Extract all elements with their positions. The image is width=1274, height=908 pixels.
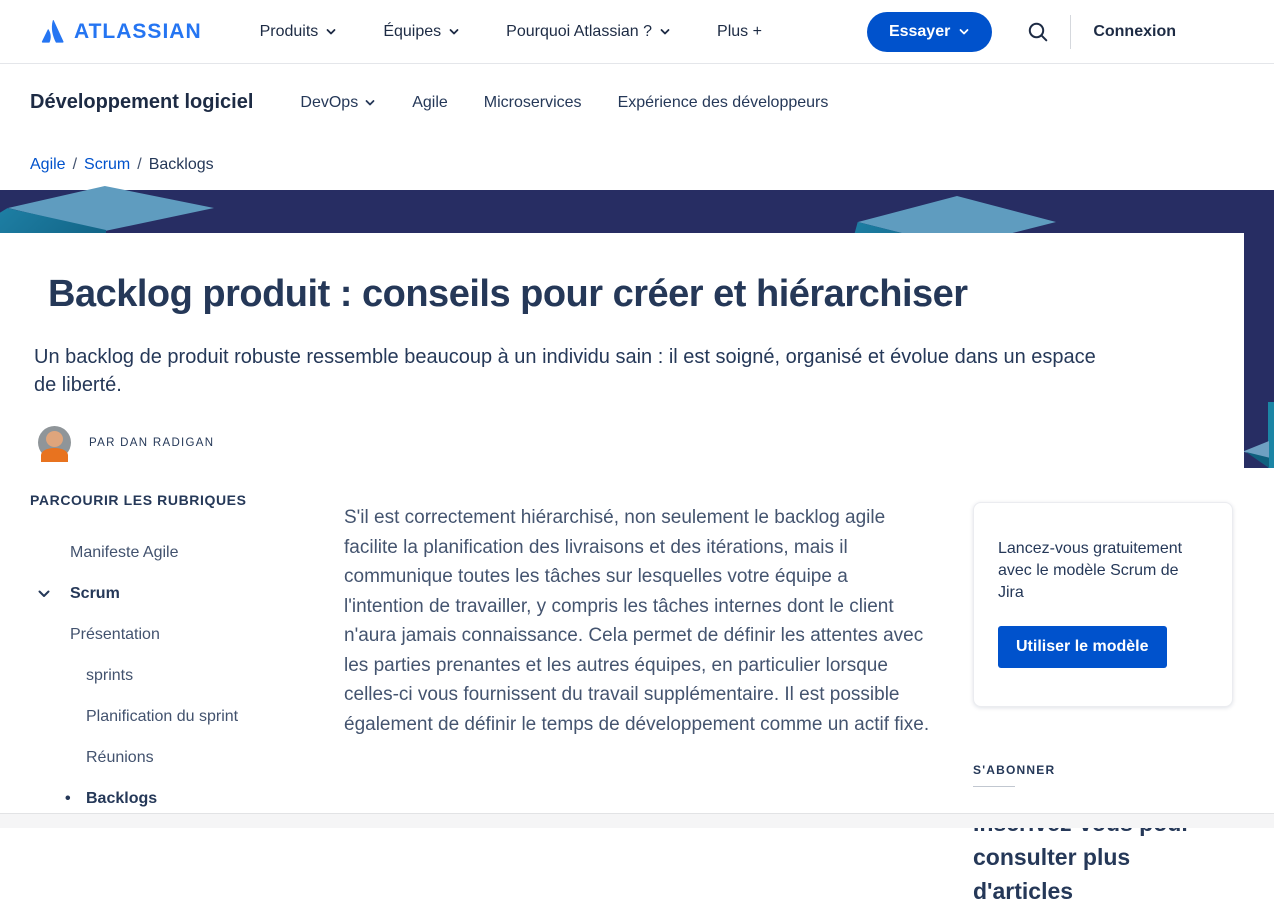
login-link[interactable]: Connexion (1093, 22, 1176, 40)
subnav-item-microservices[interactable]: Microservices (483, 93, 582, 111)
page-subtitle: Un backlog de produit robuste ressemble beaucoup à un individu sain : il est soigné, organisé et évolue dans un espace de liberté. (34, 346, 1096, 396)
article-body (344, 492, 930, 739)
subnav-item-agile[interactable]: Agile (412, 93, 448, 111)
template-card-text: Lancez-vous gratuitement avec le modèle Scrum de Jira (998, 540, 1183, 601)
sidebar-item-planification-du-sprint[interactable]: Planification du sprint (86, 708, 239, 725)
use-template-button[interactable]: Utiliser le modèle (998, 626, 1167, 668)
breadcrumb-separator: / (137, 156, 142, 173)
section-nav-links (300, 94, 828, 112)
breadcrumb-link-scrum[interactable]: Scrum (84, 156, 131, 173)
chevron-down-icon (364, 97, 376, 109)
chevron-down-icon (958, 26, 970, 38)
breadcrumb-link-agile[interactable]: Agile (30, 156, 66, 173)
active-bullet-icon: • (65, 790, 71, 807)
subscribe-heading: consulter plus d'articles (973, 844, 1131, 904)
jira-template-card (973, 502, 1233, 707)
author-avatar (38, 426, 71, 459)
top-nav-actions (867, 12, 1176, 52)
sidebar-item-presentation[interactable]: Présentation (70, 626, 160, 643)
sidebar-item-backlogs-active[interactable]: • Backlogs (65, 790, 158, 807)
chevron-down-icon (659, 26, 671, 38)
chevron-down-icon (325, 26, 337, 38)
nav-item-produits[interactable]: Produits (260, 23, 338, 41)
subscribe-eyebrow: S'ABONNER (973, 763, 1055, 787)
content-columns (0, 492, 1244, 908)
nav-item-equipes[interactable]: Équipes (383, 23, 460, 41)
sidebar-item-sprints[interactable]: sprints (86, 667, 134, 684)
atlassian-wordmark: ATLASSIAN (74, 19, 202, 43)
page-fold (0, 813, 1274, 828)
chevron-down-icon[interactable] (36, 586, 52, 607)
author-byline (38, 426, 1244, 459)
try-button[interactable]: Essayer (867, 12, 992, 52)
subscribe-section (973, 761, 1233, 908)
search-icon[interactable] (1026, 20, 1050, 44)
sidebar-item-manifeste-agile[interactable]: Manifeste Agile (70, 544, 179, 561)
atlassian-mark-icon (40, 18, 67, 45)
author-name: PAR DAN RADIGAN (89, 436, 215, 449)
page-title: Backlog produit : conseils pour créer et hiérarchiser (48, 273, 968, 315)
article-paragraph: S'il est correctement hiérarchisé, non seulement le backlog agile facilite la planification des livraisons et des itérations, mais il communique toutes les tâches sur lesquelles votre équipe a l'intention de travailler, y compris les tâches internes dont le client n'aura jamais connaissance. Cela permet de définir les attentes avec les parties prenantes et les autres équipes, en particulier lorsque celles-ci vous fournissent du travail supplémentaire. Il est possible également de définir le temps de développement comme un actif fixe. (344, 507, 930, 735)
right-rail (973, 492, 1233, 908)
header-divider (1070, 15, 1071, 49)
nav-item-pourquoi-atlassian[interactable]: Pourquoi Atlassian ? (506, 23, 671, 41)
breadcrumb (0, 140, 214, 190)
topics-sidebar (30, 492, 337, 831)
atlassian-logo[interactable] (40, 18, 202, 45)
section-title-link[interactable]: Développement logiciel (30, 91, 254, 113)
chevron-down-icon (448, 26, 460, 38)
breadcrumb-current: Backlogs (148, 156, 214, 173)
article-card (0, 233, 1244, 904)
subnav-item-devops[interactable]: DevOps (300, 94, 376, 112)
sidebar-item-reunions[interactable]: Réunions (86, 749, 154, 766)
sidebar-heading: PARCOURIR LES RUBRIQUES (30, 492, 247, 508)
breadcrumb-separator: / (72, 156, 78, 173)
subnav-item-experience-developpeurs[interactable]: Expérience des développeurs (617, 93, 829, 111)
nav-item-plus[interactable]: Plus + (717, 22, 762, 40)
section-navigation-bar (0, 65, 1274, 140)
top-navigation-bar (0, 0, 1274, 64)
sidebar-item-scrum[interactable]: Scrum (30, 585, 337, 603)
primary-nav (260, 23, 762, 41)
